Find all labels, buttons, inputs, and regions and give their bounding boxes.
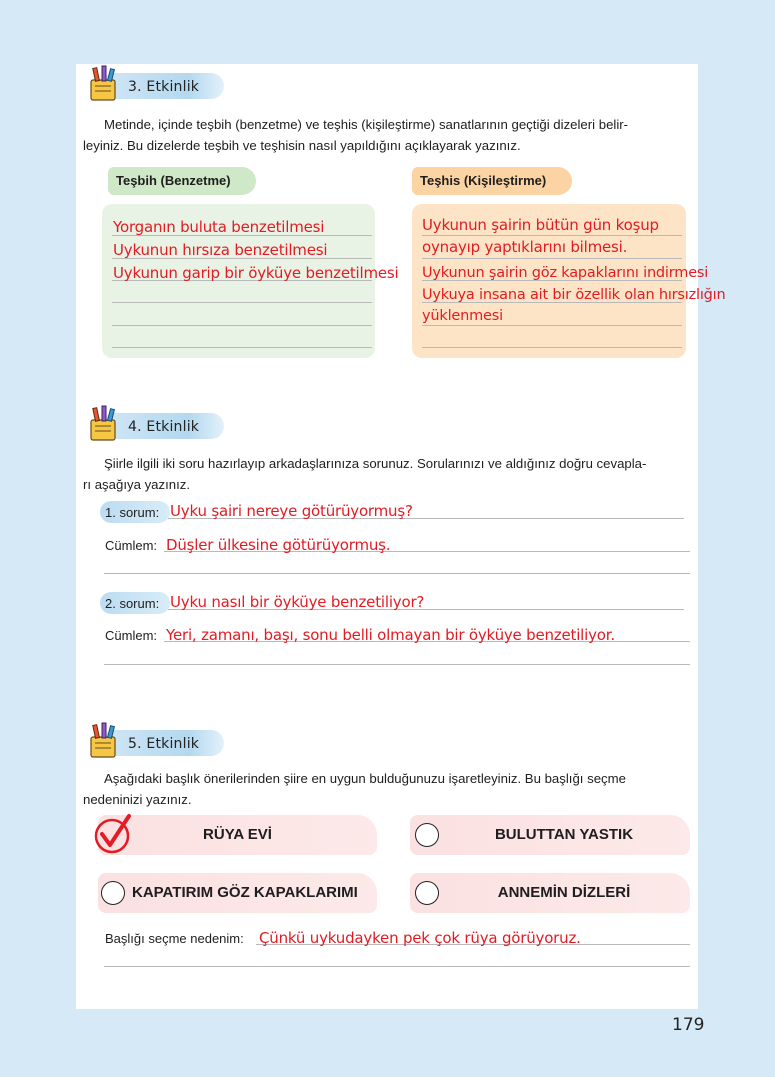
option-annemin-dizleri[interactable] [410,873,690,913]
answer-line [104,966,690,967]
q2-answer: Uyku nasıl bir öyküye benzetiliyor? [170,593,425,611]
instruction-line: Metinde, içinde teşbih (benzetme) ve teşhis (kişileştirme) sanatlarının geçtiği dizeleri belir- [104,117,629,132]
answer-line [112,302,372,303]
answer-line [104,573,690,574]
reason-label: Başlığı seçme nedenim: [105,931,244,946]
activity3-instruction [83,114,684,156]
instruction-line: leyiniz. Bu dizelerde teşbih ve teşhisin nasıl yapıldığını açıklayarak yazınız. [83,138,521,153]
answer-line [422,325,682,326]
option-buluttan-yastik[interactable] [410,815,690,855]
teshbih-answer-3: Uykunun garip bir öyküye benzetilmesi [113,264,399,282]
answer-line [422,347,682,348]
c2-answer: Yeri, zamanı, başı, sonu belli olmayan bir öyküye benzetiliyor. [166,626,615,644]
teshbih-label: Teşbih (Benzetme) [116,173,231,188]
checkmark-icon[interactable] [93,812,135,856]
activity5-instruction [83,768,684,810]
teshbih-answer-1: Yorganın buluta benzetilmesi [113,218,325,236]
page-number: 179 [672,1015,705,1035]
teshis-answer-2: oynayıp yaptıklarını bilmesi. [422,238,628,256]
teshis-answer-1: Uykunun şairin bütün gün koşup [422,216,659,234]
c2-label: Cümlem: [105,628,158,643]
teshbih-tag [108,167,256,195]
c1-answer: Düşler ülkesine götürüyormuş. [166,536,391,554]
teshis-label: Teşhis (Kişileştirme) [420,173,547,188]
activity3-title: 3. Etkinlik [128,79,200,95]
teshbih-answer-2: Uykunun hırsıza benzetilmesi [113,241,328,259]
answer-line [422,235,682,236]
activity4-instruction [83,453,684,495]
reason-answer: Çünkü uykudayken pek çok rüya görüyoruz. [259,929,581,947]
answer-line [104,664,690,665]
answer-line [112,347,372,348]
activity4-title: 4. Etkinlik [128,419,200,435]
instruction-line: rı aşağıya yazınız. [83,477,191,492]
option-label: KAPATIRIM GÖZ KAPAKLARIMI [132,884,358,901]
teshis-answer-4: Uykuya insana ait bir özellik olan hırsızlığın [422,287,726,303]
instruction-line: nedeninizi yazınız. [83,792,192,807]
pencil-cup-icon [88,721,122,759]
radio-circle-icon[interactable] [415,881,439,905]
activity5-title: 5. Etkinlik [128,736,200,752]
teshis-tag [412,167,572,195]
c1-label: Cümlem: [105,538,158,553]
teshis-answer-3: Uykunun şairin göz kapaklarını indirmesi [422,265,709,281]
option-kapatirim-goz-kapaklarimi[interactable] [98,873,377,913]
option-label: BULUTTAN YASTIK [494,826,634,843]
instruction-line: Şiirle ilgili iki soru hazırlayıp arkadaşlarınıza sorunuz. Sorularınızı ve aldığınız doğru cevapla- [104,456,647,471]
answer-line [112,325,372,326]
activity3-header [88,70,228,100]
option-label: RÜYA EVİ [203,826,272,843]
activity4-header [88,410,228,440]
q1-label: 1. sorum: [105,505,160,520]
teshis-answer-5: yüklenmesi [422,308,503,324]
pencil-cup-icon [88,64,122,102]
q1-answer: Uyku şairi nereye götürüyormuş? [170,502,413,520]
option-ruya-evi[interactable] [98,815,377,855]
q2-label: 2. sorum: [105,596,160,611]
option-label: ANNEMİN DİZLERİ [497,884,631,901]
instruction-line: Aşağıdaki başlık önerilerinden şiire en uygun bulduğunuzu işaretleyiniz. Bu başlığı seçme [104,771,626,786]
radio-circle-icon[interactable] [101,881,125,905]
pencil-cup-icon [88,404,122,442]
answer-line [422,258,682,259]
radio-circle-icon[interactable] [415,823,439,847]
activity5-header [88,727,228,757]
